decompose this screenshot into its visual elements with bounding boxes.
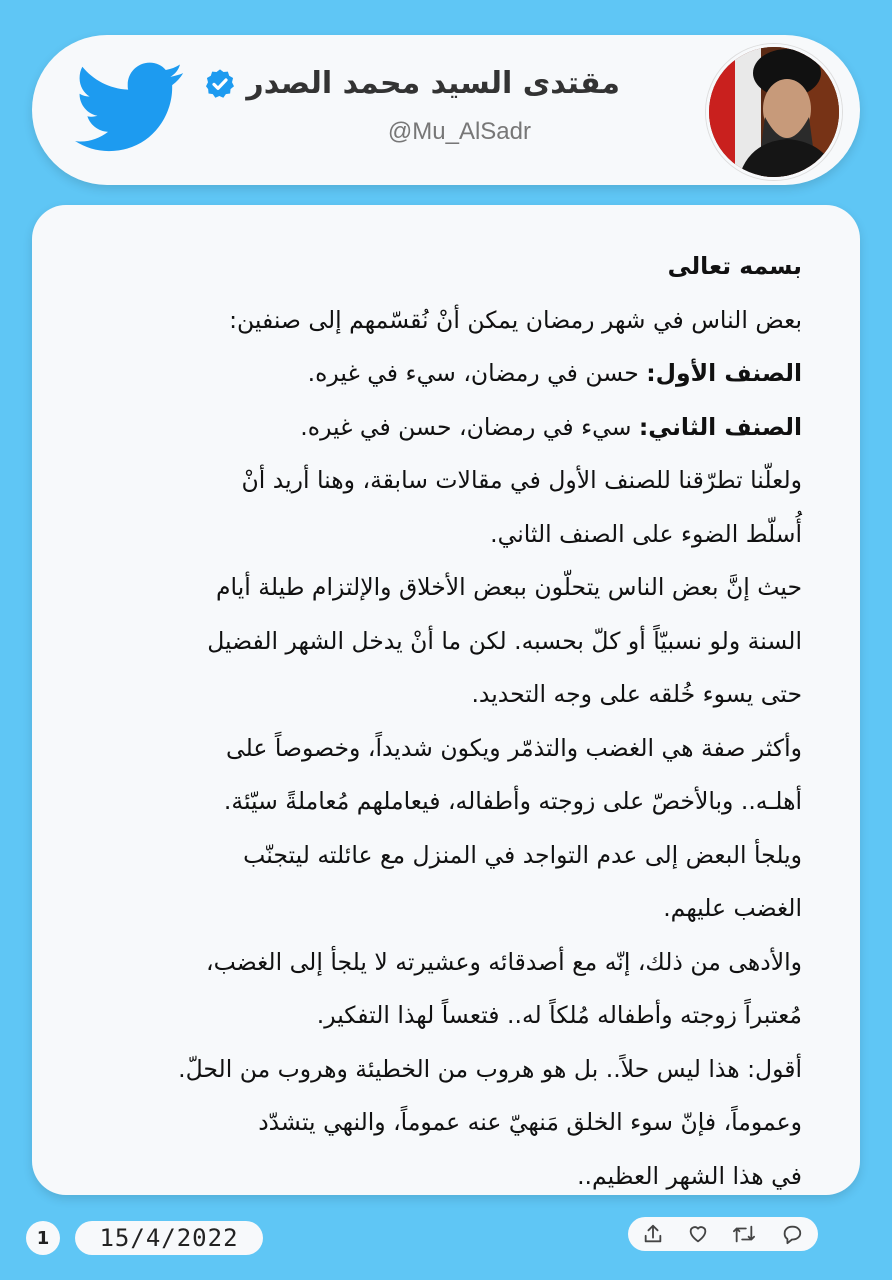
tweet-line-text: أُسلّط الضوء على الصنف الثاني. <box>490 519 802 548</box>
tweet-line <box>62 508 802 562</box>
avatar-portrait-icon <box>709 47 839 177</box>
tweet-line <box>62 615 802 669</box>
tweet-line-text: حيث إنَّ بعض الناس يتحلّون ببعض الأخلاق والإلتزام طيلة أيام <box>216 573 802 601</box>
tweet-line <box>62 347 802 401</box>
tweet-line-text: مُعتبراً زوجته وأطفاله مُلكاً له.. فتعساً لهذا التفكير. <box>316 1001 802 1029</box>
tweet-line <box>62 775 802 829</box>
tweet-line <box>62 829 802 883</box>
tweet-actions-bar <box>628 1217 818 1251</box>
tweet-line <box>62 668 802 722</box>
display-name-row <box>204 66 620 101</box>
tweet-line <box>62 1096 802 1150</box>
tweet-line-text: في هذا الشهر العظيم.. <box>577 1161 802 1190</box>
tweet-line <box>62 1043 802 1097</box>
verified-badge-icon <box>204 68 236 100</box>
tweet-line <box>62 1150 802 1204</box>
avatar[interactable] <box>706 44 842 180</box>
tweet-line-text: الغضب عليهم. <box>663 894 802 922</box>
tweet-line-text: السنة ولو نسبيّاً أو كلّ بحسبه. لكن ما أنْ يدخل الشهر الفضيل <box>207 626 802 655</box>
retweet-icon[interactable] <box>731 1223 757 1245</box>
tweet-line-text: حسن في رمضان، سيء في غيره. <box>307 359 647 387</box>
tweet-line <box>62 882 802 936</box>
user-handle[interactable]: @Mu_AlSadr <box>387 118 531 145</box>
tweet-line-text: وعموماً، فإنّ سوء الخلق مَنهيّ عنه عموماً، والنهي يتشدّد <box>258 1108 802 1136</box>
tweet-line-text: حتى يسوء خُلقه على وجه التحديد. <box>471 680 802 708</box>
tweet-line <box>62 989 802 1043</box>
tweet-line-text: وأكثر صفة هي الغضب والتذمّر ويكون شديداً، وخصوصاً على <box>226 733 802 762</box>
tweet-line <box>62 454 802 508</box>
tweet-date: 15/4/2022 <box>75 1221 263 1255</box>
reply-icon[interactable] <box>780 1223 804 1245</box>
tweet-line-bold: الصنف الثاني: <box>638 412 802 441</box>
tweet-line-text: بعض الناس في شهر رمضان يمكن أنْ نُقسّمهم إلى صنفين: <box>229 305 802 334</box>
tweet-line-bold: بسمه تعالى <box>667 252 802 280</box>
tweet-line <box>62 294 802 348</box>
tweet-line <box>62 401 802 455</box>
like-icon[interactable] <box>687 1223 709 1245</box>
tweet-line <box>62 240 802 294</box>
tweet-line-text: أهلـه.. وبالأخصّ على زوجته وأطفاله، فيعاملهم مُعاملةً سيّئة. <box>223 787 802 815</box>
tweet-line-bold: الصنف الأول: <box>646 359 802 387</box>
page-number-badge: 1 <box>26 1221 60 1255</box>
tweet-line-text: ولعلّنا تطرّقنا للصنف الأول في مقالات سابقة، وهنا أريد أنْ <box>241 466 802 494</box>
tweet-line-text: والأدهى من ذلك، إنّه مع أصدقائه وعشيرته لا يلجأ إلى الغضب، <box>206 947 802 976</box>
tweet-line-text: سيء في رمضان، حسن في غيره. <box>300 412 639 441</box>
twitter-logo-icon <box>75 62 185 154</box>
tweet-line <box>62 722 802 776</box>
display-name[interactable]: مقتدى السيد محمد الصدر <box>246 66 620 101</box>
tweet-line <box>62 936 802 990</box>
tweet-line-text: أقول: هذا ليس حلاً.. بل هو هروب من الخطيئة وهروب من الحلّ. <box>178 1054 802 1083</box>
tweet-line-text: ويلجأ البعض إلى عدم التواجد في المنزل مع عائلته ليتجنّب <box>243 840 802 869</box>
tweet-line <box>62 561 802 615</box>
tweet-text <box>62 240 802 1203</box>
share-icon[interactable] <box>642 1223 664 1245</box>
